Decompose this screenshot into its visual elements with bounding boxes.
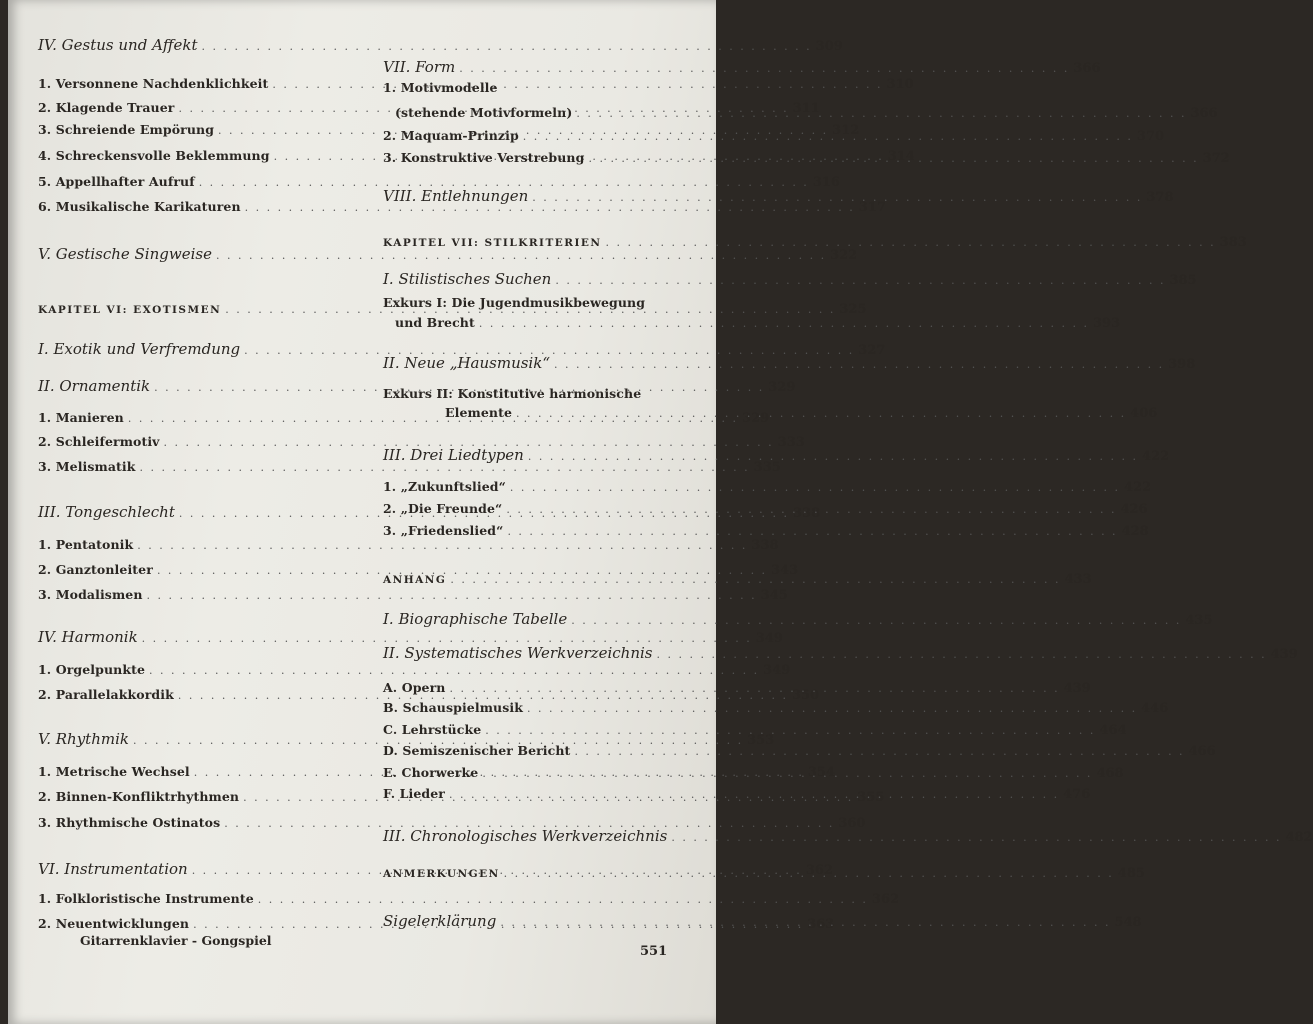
toc-entry-label: 2. Maquam-Prinzip	[383, 128, 519, 143]
toc-left-sub-entry	[38, 434, 805, 450]
toc-entry-page-number: 366	[1190, 106, 1218, 121]
toc-entry-label: 1. Metrische Wechsel	[38, 764, 190, 779]
toc-entry-label: Sigelerklärung	[383, 912, 497, 930]
toc-right-head-entry	[383, 187, 1174, 205]
toc-entry-page-number: 338	[792, 506, 821, 521]
toc-entry-label: 2. Klagende Trauer	[38, 100, 175, 115]
toc-left-sub-entry	[38, 662, 791, 678]
page-number: 551	[640, 944, 668, 959]
toc-right-head-entry	[383, 644, 1298, 662]
toc-entry-label: ANHANG	[383, 574, 447, 586]
leader-dots	[482, 767, 1092, 780]
toc-entry-label: Elemente	[445, 405, 513, 420]
toc-entry-page-number: 363	[807, 917, 835, 932]
leader-dots	[504, 867, 1114, 880]
leader-dots	[459, 62, 1069, 75]
toc-entry-page-number: 398	[1168, 357, 1196, 372]
toc-entry-page-number: 355	[857, 790, 885, 805]
toc-entry-page-number: 333	[777, 435, 805, 450]
toc-entry-label: III. Chronologisches Werkverzeichnis	[383, 827, 668, 845]
toc-entry-label: 2. Binnen-Konfliktrhythmen	[38, 789, 240, 804]
toc-entry-label: 3. Modalismen	[38, 587, 143, 602]
toc-entry-page-number: 548	[1114, 915, 1142, 930]
toc-entry-page-number: 428	[1121, 524, 1149, 539]
toc-entry-label: (stehende Motivformeln)	[395, 105, 573, 120]
leader-dots	[574, 745, 1184, 758]
toc-entry-label: 6. Musikalische Karikaturen	[38, 199, 241, 214]
toc-right-sub-entry	[383, 295, 668, 310]
toc-entry-label: KAPITEL VI: EXOTISMEN	[38, 304, 222, 316]
toc-left-sub-entry	[38, 815, 866, 831]
toc-entry-page-number: 309	[815, 39, 843, 54]
toc-right-sub-entry	[383, 386, 668, 401]
leader-dots	[576, 107, 1186, 120]
toc-entry-page-number: 311	[792, 101, 820, 116]
toc-left-sub-entry	[38, 537, 779, 553]
toc-entry-page-number: 393	[1092, 316, 1121, 331]
toc-entry-page-number: 338	[751, 538, 779, 553]
toc-entry-page-number: 354	[807, 765, 836, 780]
toc-entry-label: VII. Form	[383, 58, 456, 76]
toc-entry-page-number: 343	[771, 563, 799, 578]
toc-left-sub-entry	[38, 587, 788, 603]
toc-right-sub-entry	[395, 315, 1121, 331]
toc-right-sub-entry	[383, 700, 1169, 716]
leader-dots	[671, 831, 1281, 844]
toc-right-sub-entry	[383, 523, 1149, 539]
toc-entry-page-number: 435	[1185, 613, 1213, 628]
toc-entry-page-number: 329	[768, 380, 796, 395]
toc-entry-label: VIII. Entlehnungen	[383, 187, 529, 205]
toc-entry-page-number: 312	[832, 123, 860, 138]
leader-dots	[516, 407, 1126, 420]
leader-dots	[479, 317, 1089, 330]
toc-entry-label: 3. Konstruktive Verstrebung	[383, 150, 585, 165]
toc-entry-label: B. Schauspielmusik	[383, 700, 523, 715]
toc-entry-page-number: 349	[763, 663, 791, 678]
leader-dots	[507, 525, 1117, 538]
leader-dots	[571, 614, 1181, 627]
leader-dots	[523, 130, 1133, 143]
toc-entry-label: 4. Schreckensvolle Beklemmung	[38, 148, 270, 163]
toc-left-head-entry	[38, 730, 775, 748]
toc-entry-page-number: 372	[1202, 151, 1230, 166]
toc-entry-label: IV. Harmonik	[38, 628, 138, 646]
toc-right-head-entry	[383, 827, 1313, 845]
toc-entry-label: und Brecht	[395, 315, 475, 330]
toc-entry-page-number: 362	[805, 863, 833, 878]
toc-left-sub-entry	[38, 199, 886, 215]
toc-entry-page-number: 310	[886, 77, 914, 92]
toc-entry-label: 3. Melismatik	[38, 459, 136, 474]
toc-right-chapter-entry	[383, 572, 1092, 587]
toc-entry-label: 1. Folkloristische Instrumente	[38, 891, 254, 906]
toc-left-sub-entry	[38, 891, 900, 907]
toc-entry-page-number: 439	[1063, 681, 1091, 696]
toc-entry-page-number: 370	[1136, 129, 1165, 144]
toc-continuation-line: Gitarrenklavier - Gongspiel	[80, 933, 272, 948]
toc-entry-page-number: 322	[830, 248, 858, 263]
toc-entry-page-number: 466	[1188, 744, 1216, 759]
toc-entry-label: 2. Parallelakkordik	[38, 687, 174, 702]
leader-dots	[554, 358, 1164, 371]
toc-left-head-entry	[38, 245, 858, 263]
toc-entry-label: 2. „Die Freunde“	[383, 501, 503, 516]
leader-dots	[606, 236, 1216, 249]
toc-entry-page-number: 350	[791, 688, 820, 703]
toc-entry-page-number: 362	[871, 892, 900, 907]
toc-entry-label: 3. Rhythmische Ostinatos	[38, 815, 221, 830]
toc-right-sub-entry	[383, 80, 668, 95]
toc-right-head-entry	[383, 354, 1196, 372]
toc-entry-label: V. Rhythmik	[38, 730, 129, 748]
toc-entry-page-number: 335	[753, 460, 781, 475]
toc-entry-page-number: 464	[1099, 723, 1127, 738]
toc-entry-label: II. Systematisches Werkverzeichnis	[383, 644, 653, 662]
leader-dots	[510, 481, 1120, 494]
toc-entry-label: 2. Neuentwicklungen	[38, 916, 190, 931]
toc-left-head-entry	[38, 628, 783, 646]
toc-entry-page-number: 353	[747, 733, 775, 748]
toc-entry-page-number: 349	[755, 631, 783, 646]
toc-entry-page-number: 366	[1073, 61, 1101, 76]
toc-entry-label: ANMERKUNGEN	[383, 868, 500, 880]
toc-left-head-entry	[38, 340, 886, 358]
toc-entry-page-number: 383	[1219, 235, 1247, 250]
toc-entry-label: I. Exotik und Verfremdung	[38, 340, 241, 358]
leader-dots	[500, 916, 1110, 929]
toc-entry-label: 1. „Zukunftslied“	[383, 479, 506, 494]
toc-entry-label: II. Ornamentik	[38, 377, 151, 395]
toc-entry-page-number: 406	[1130, 406, 1158, 421]
leader-dots	[588, 152, 1198, 165]
toc-entry-page-number: 422	[1124, 480, 1152, 495]
toc-entry-label: D. Semiszenischer Bericht	[383, 743, 571, 758]
toc-entry-label: A. Opern	[383, 680, 446, 695]
toc-entry-page-number: 482	[1285, 830, 1313, 845]
leader-dots	[450, 573, 1060, 586]
toc-entry-page-number: 439	[1270, 647, 1298, 662]
toc-entry-page-number: 422	[1141, 449, 1170, 464]
toc-right-sub-entry	[383, 722, 1127, 738]
toc-left-sub-entry	[38, 174, 840, 190]
leader-dots	[485, 724, 1095, 737]
toc-entry-page-number: 329	[741, 411, 770, 426]
toc-entry-label: E. Chorwerke	[383, 765, 479, 780]
toc-entry-label: Exkurs I: Die Jugendmusikbewegung	[383, 295, 646, 310]
toc-entry-label: 1. Manieren	[38, 410, 124, 425]
toc-entry-label: V. Gestische Singweise	[38, 245, 212, 263]
toc-entry-page-number: 426	[1120, 502, 1148, 517]
leader-dots	[656, 648, 1266, 661]
leader-dots	[506, 503, 1116, 516]
toc-right-sub-entry	[383, 479, 1152, 495]
book-page	[8, 0, 1313, 1024]
toc-right-head-entry	[383, 270, 1197, 288]
toc-entry-page-number: 468	[1096, 766, 1124, 781]
toc-entry-label: KAPITEL VII: STILKRITERIEN	[383, 237, 602, 249]
toc-right-chapter-entry	[383, 235, 1247, 250]
toc-right-sub-entry	[383, 743, 1216, 759]
leader-dots	[528, 450, 1138, 463]
toc-entry-label: VI. Instrumentation	[38, 860, 188, 878]
leader-dots	[449, 788, 1059, 801]
toc-entry-label: 1. Orgelpunkte	[38, 662, 146, 677]
toc-entry-page-number: 345	[760, 588, 788, 603]
toc-entry-label: III. Tongeschlecht	[38, 503, 175, 521]
toc-left-sub-entry	[38, 562, 799, 578]
leader-dots	[449, 682, 1059, 695]
toc-entry-label: 3. Schreiende Empörung	[38, 122, 215, 137]
toc-entry-page-number: 446	[1141, 701, 1169, 716]
toc-entry-label: Exkurs II: Konstitutive harmonische	[383, 386, 642, 401]
toc-entry-label: 2. Ganztonleiter	[38, 562, 153, 577]
toc-entry-label: 2. Schleifermotiv	[38, 434, 160, 449]
toc-entry-label: II. Neue „Hausmusik“	[383, 354, 550, 372]
toc-entry-page-number: 325	[839, 302, 867, 317]
leader-dots	[555, 274, 1165, 287]
toc-entry-label: IV. Gestus und Affekt	[38, 36, 198, 54]
toc-entry-label: I. Stilistisches Suchen	[383, 270, 552, 288]
toc-entry-page-number: 327	[858, 343, 886, 358]
toc-entry-page-number: 385	[1169, 273, 1197, 288]
toc-entry-page-number: 476	[1063, 787, 1091, 802]
toc-entry-page-number: 316	[812, 175, 840, 190]
toc-right-head-entry	[383, 58, 1101, 76]
toc-entry-label: C. Lehrstücke	[383, 722, 482, 737]
toc-left-head-entry	[38, 36, 843, 54]
toc-entry-page-number: 360	[838, 816, 866, 831]
toc-right-head-entry	[383, 446, 1170, 464]
toc-entry-page-number: 317	[858, 200, 886, 215]
toc-entry-label: 5. Appellhafter Aufruf	[38, 174, 195, 189]
toc-right-head-entry	[383, 610, 1213, 628]
toc-entry-page-number: 485	[1117, 866, 1145, 881]
leader-dots	[527, 702, 1137, 715]
toc-entry-label: I. Biographische Tabelle	[383, 610, 568, 628]
leader-dots	[532, 191, 1142, 204]
toc-entry-page-number: 378	[1146, 190, 1174, 205]
toc-entry-label: III. Drei Liedtypen	[383, 446, 524, 464]
toc-entry-label: 1. Motivmodelle	[383, 80, 498, 95]
toc-entry-page-number: 314	[887, 149, 915, 164]
toc-entry-label: 1. Versonnene Nachdenklichkeit	[38, 76, 269, 91]
toc-entry-label: F. Lieder	[383, 786, 445, 801]
toc-left-sub-entry	[38, 459, 781, 475]
toc-entry-page-number: 433	[1064, 572, 1092, 587]
toc-entry-label: 1. Pentatonik	[38, 537, 134, 552]
toc-entry-label: 3. „Friedenslied“	[383, 523, 504, 538]
